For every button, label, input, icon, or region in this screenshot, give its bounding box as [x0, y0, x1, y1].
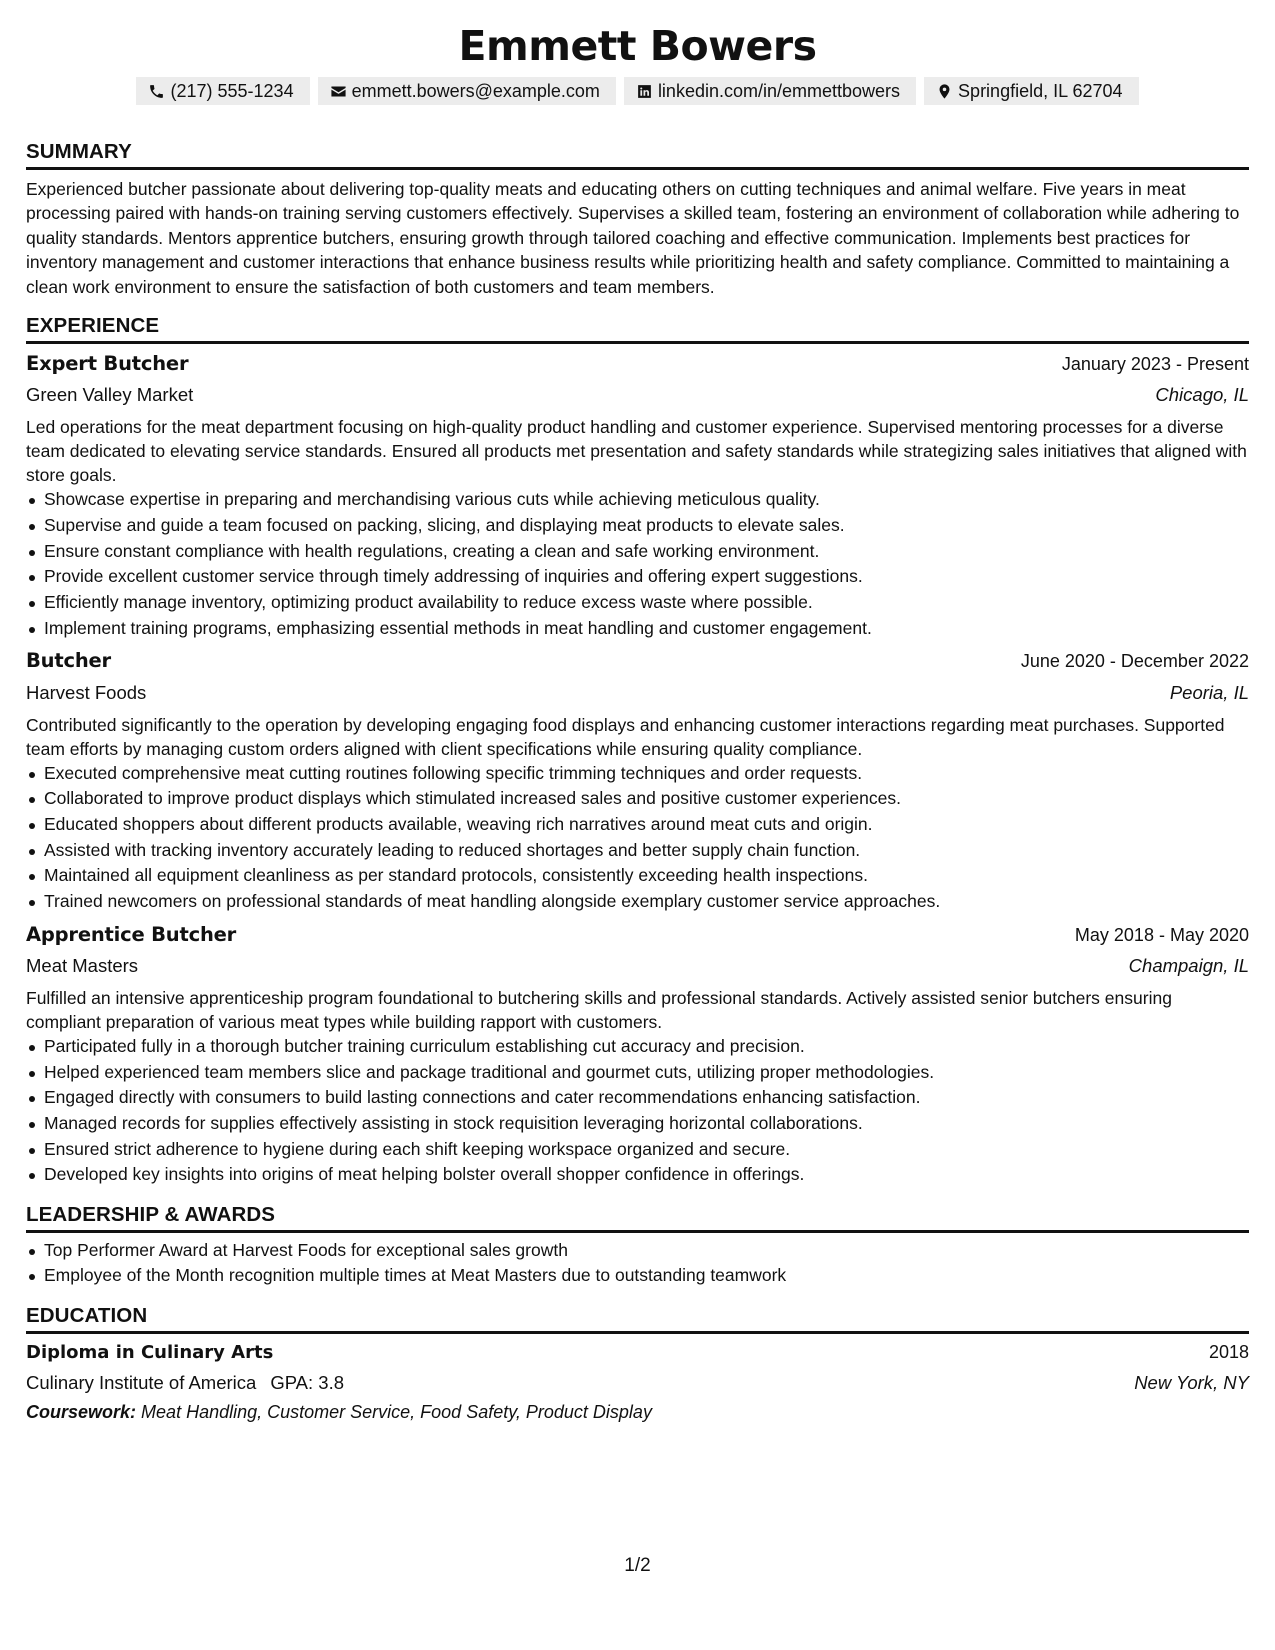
- job-date: January 2023 - Present: [1061, 353, 1249, 374]
- map-marker-icon: [936, 83, 953, 100]
- list-item: Participated fully in a thorough butcher training curriculum establishing cut accuracy and precision.: [26, 1034, 1249, 1060]
- contact-phone-text: (217) 555-1234: [170, 81, 294, 102]
- job-description: Fulfilled an intensive apprenticeship program foundational to butchering skills and professional standards. Actively assisted senior butchers ensuring compliant preparation of various meat types while building rapport with customers.: [26, 987, 1172, 1032]
- job-title: Butcher: [26, 649, 111, 673]
- list-item: Engaged directly with consumers to build lasting connections and cater recommendations enhancing satisfaction.: [26, 1085, 1249, 1111]
- list-item: Provide excellent customer service through timely addressing of inquiries and offering expert suggestions.: [26, 564, 1249, 590]
- job-description: Contributed significantly to the operation by developing engaging food displays and enhancing customer interactions regarding meat purchases. Supported team efforts by managing custom orders aligned with client specifications while ensuring quality compliance.: [26, 714, 1225, 759]
- company-name: Meat Masters: [26, 955, 139, 977]
- job-bullets: [26, 1034, 1249, 1188]
- contact-location: [924, 77, 1138, 105]
- degree-title: Diploma in Culinary Arts: [26, 1341, 274, 1363]
- coursework-list: Meat Handling, Customer Service, Food Safety, Product Display: [141, 1401, 652, 1422]
- list-item: Supervise and guide a team focused on packing, slicing, and displaying meat products to elevate sales.: [26, 513, 1249, 539]
- list-item: Helped experienced team members slice and package traditional and gourmet cuts, utilizing proper methodologies.: [26, 1060, 1249, 1086]
- list-item: Efficiently manage inventory, optimizing product availability to reduce excess waste where possible.: [26, 590, 1249, 616]
- envelope-icon: [330, 83, 347, 100]
- company-name: Green Valley Market: [26, 384, 194, 406]
- list-item: Trained newcomers on professional standards of meat handling alongside exemplary customer service approaches.: [26, 889, 1249, 915]
- summary-text: Experienced butcher passionate about delivering top-quality meats and educating others on cutting techniques and animal welfare. Five years in meat processing paired with hands-on training serving customers effectively. Supervises a skilled team, fostering an environment of collaboration while adhering to quality standards. Mentors apprentice butchers, ensuring growth through tailored coaching and effective communication. Implements best practices for inventory management and customer interactions that enhance business results while prioritizing health and safety compliance. Committed to maintaining a clean work environment to ensure the satisfaction of both customers and team members.: [26, 178, 1240, 297]
- job-location: Champaign, IL: [1128, 955, 1249, 977]
- school-info: [26, 1370, 344, 1396]
- section-title: LEADERSHIP & AWARDS: [26, 1202, 1249, 1233]
- job-bullets: [26, 487, 1249, 641]
- list-item: Collaborated to improve product displays which stimulated increased sales and positive customer experiences.: [26, 786, 1249, 812]
- coursework: [26, 1400, 1249, 1425]
- job-date: June 2020 - December 2022: [1020, 651, 1249, 672]
- contact-phone[interactable]: [136, 77, 309, 105]
- school-name: Culinary Institute of America: [26, 1372, 257, 1393]
- contact-linkedin[interactable]: [624, 77, 916, 105]
- list-item: Executed comprehensive meat cutting routines following specific trimming techniques and order requests.: [26, 761, 1249, 787]
- list-item: Ensure constant compliance with health regulations, creating a clean and safe working environment.: [26, 539, 1249, 565]
- gpa: GPA: 3.8: [270, 1372, 345, 1393]
- coursework-label: Coursework:: [26, 1401, 137, 1422]
- list-item: Maintained all equipment cleanliness as per standard protocols, consistently exceeding health inspections.: [26, 863, 1249, 889]
- linkedin-icon: [636, 83, 653, 100]
- section-title: EXPERIENCE: [26, 313, 1249, 344]
- experience-section: [26, 313, 1249, 1188]
- job-entry: [26, 350, 1249, 641]
- job-bullets: [26, 761, 1249, 915]
- education-section: [26, 1303, 1249, 1425]
- contact-bar: [26, 77, 1249, 105]
- candidate-name: Emmett Bowers: [458, 22, 817, 70]
- company-name: Harvest Foods: [26, 681, 147, 703]
- job-date: May 2018 - May 2020: [1074, 924, 1249, 945]
- section-title: EDUCATION: [26, 1303, 1249, 1334]
- award-list: [26, 1238, 1249, 1289]
- graduation-year: 2018: [1208, 1341, 1249, 1362]
- education-entry: [26, 1340, 1249, 1425]
- job-location: Chicago, IL: [1155, 384, 1249, 406]
- job-title: Apprentice Butcher: [26, 922, 237, 946]
- job-title: Expert Butcher: [26, 351, 189, 375]
- job-entry: [26, 921, 1249, 1188]
- school-location: New York, NY: [1134, 1372, 1249, 1393]
- contact-email-text: emmett.bowers@example.com: [351, 81, 600, 102]
- list-item: Implement training programs, emphasizing essential methods in meat handling and customer engagement.: [26, 616, 1249, 642]
- summary-section: [26, 139, 1249, 299]
- list-item: Employee of the Month recognition multiple times at Meat Masters due to outstanding teamwork: [26, 1263, 1249, 1289]
- list-item: Assisted with tracking inventory accurately leading to reduced shortages and better supply chain function.: [26, 838, 1249, 864]
- list-item: Showcase expertise in preparing and merchandising various cuts while achieving meticulous quality.: [26, 487, 1249, 513]
- list-item: Managed records for supplies effectively assisting in stock requisition leveraging horizontal collaborations.: [26, 1111, 1249, 1137]
- contact-location-text: Springfield, IL 62704: [958, 81, 1123, 102]
- list-item: Educated shoppers about different products available, weaving rich narratives around meat cuts and origin.: [26, 812, 1249, 838]
- contact-email[interactable]: [318, 77, 616, 105]
- list-item: Top Performer Award at Harvest Foods for exceptional sales growth: [26, 1238, 1249, 1264]
- leadership-section: [26, 1202, 1249, 1289]
- contact-linkedin-text: linkedin.com/in/emmettbowers: [657, 81, 901, 102]
- page-number: 1/2: [624, 1555, 651, 1576]
- list-item: Developed key insights into origins of meat helping bolster overall shopper confidence in offerings.: [26, 1162, 1249, 1188]
- phone-icon: [148, 83, 165, 100]
- job-entry: [26, 647, 1249, 914]
- list-item: Ensured strict adherence to hygiene during each shift keeping workspace organized and secure.: [26, 1137, 1249, 1163]
- section-title: SUMMARY: [26, 139, 1249, 170]
- job-description: Led operations for the meat department focusing on high-quality product handling and customer experience. Supervised mentoring processes for a diverse team dedicated to elevating service standards. Ensured all products met presentation and safety standards while strategizing sales initiatives that aligned with store goals.: [26, 417, 1247, 486]
- job-location: Peoria, IL: [1169, 681, 1249, 703]
